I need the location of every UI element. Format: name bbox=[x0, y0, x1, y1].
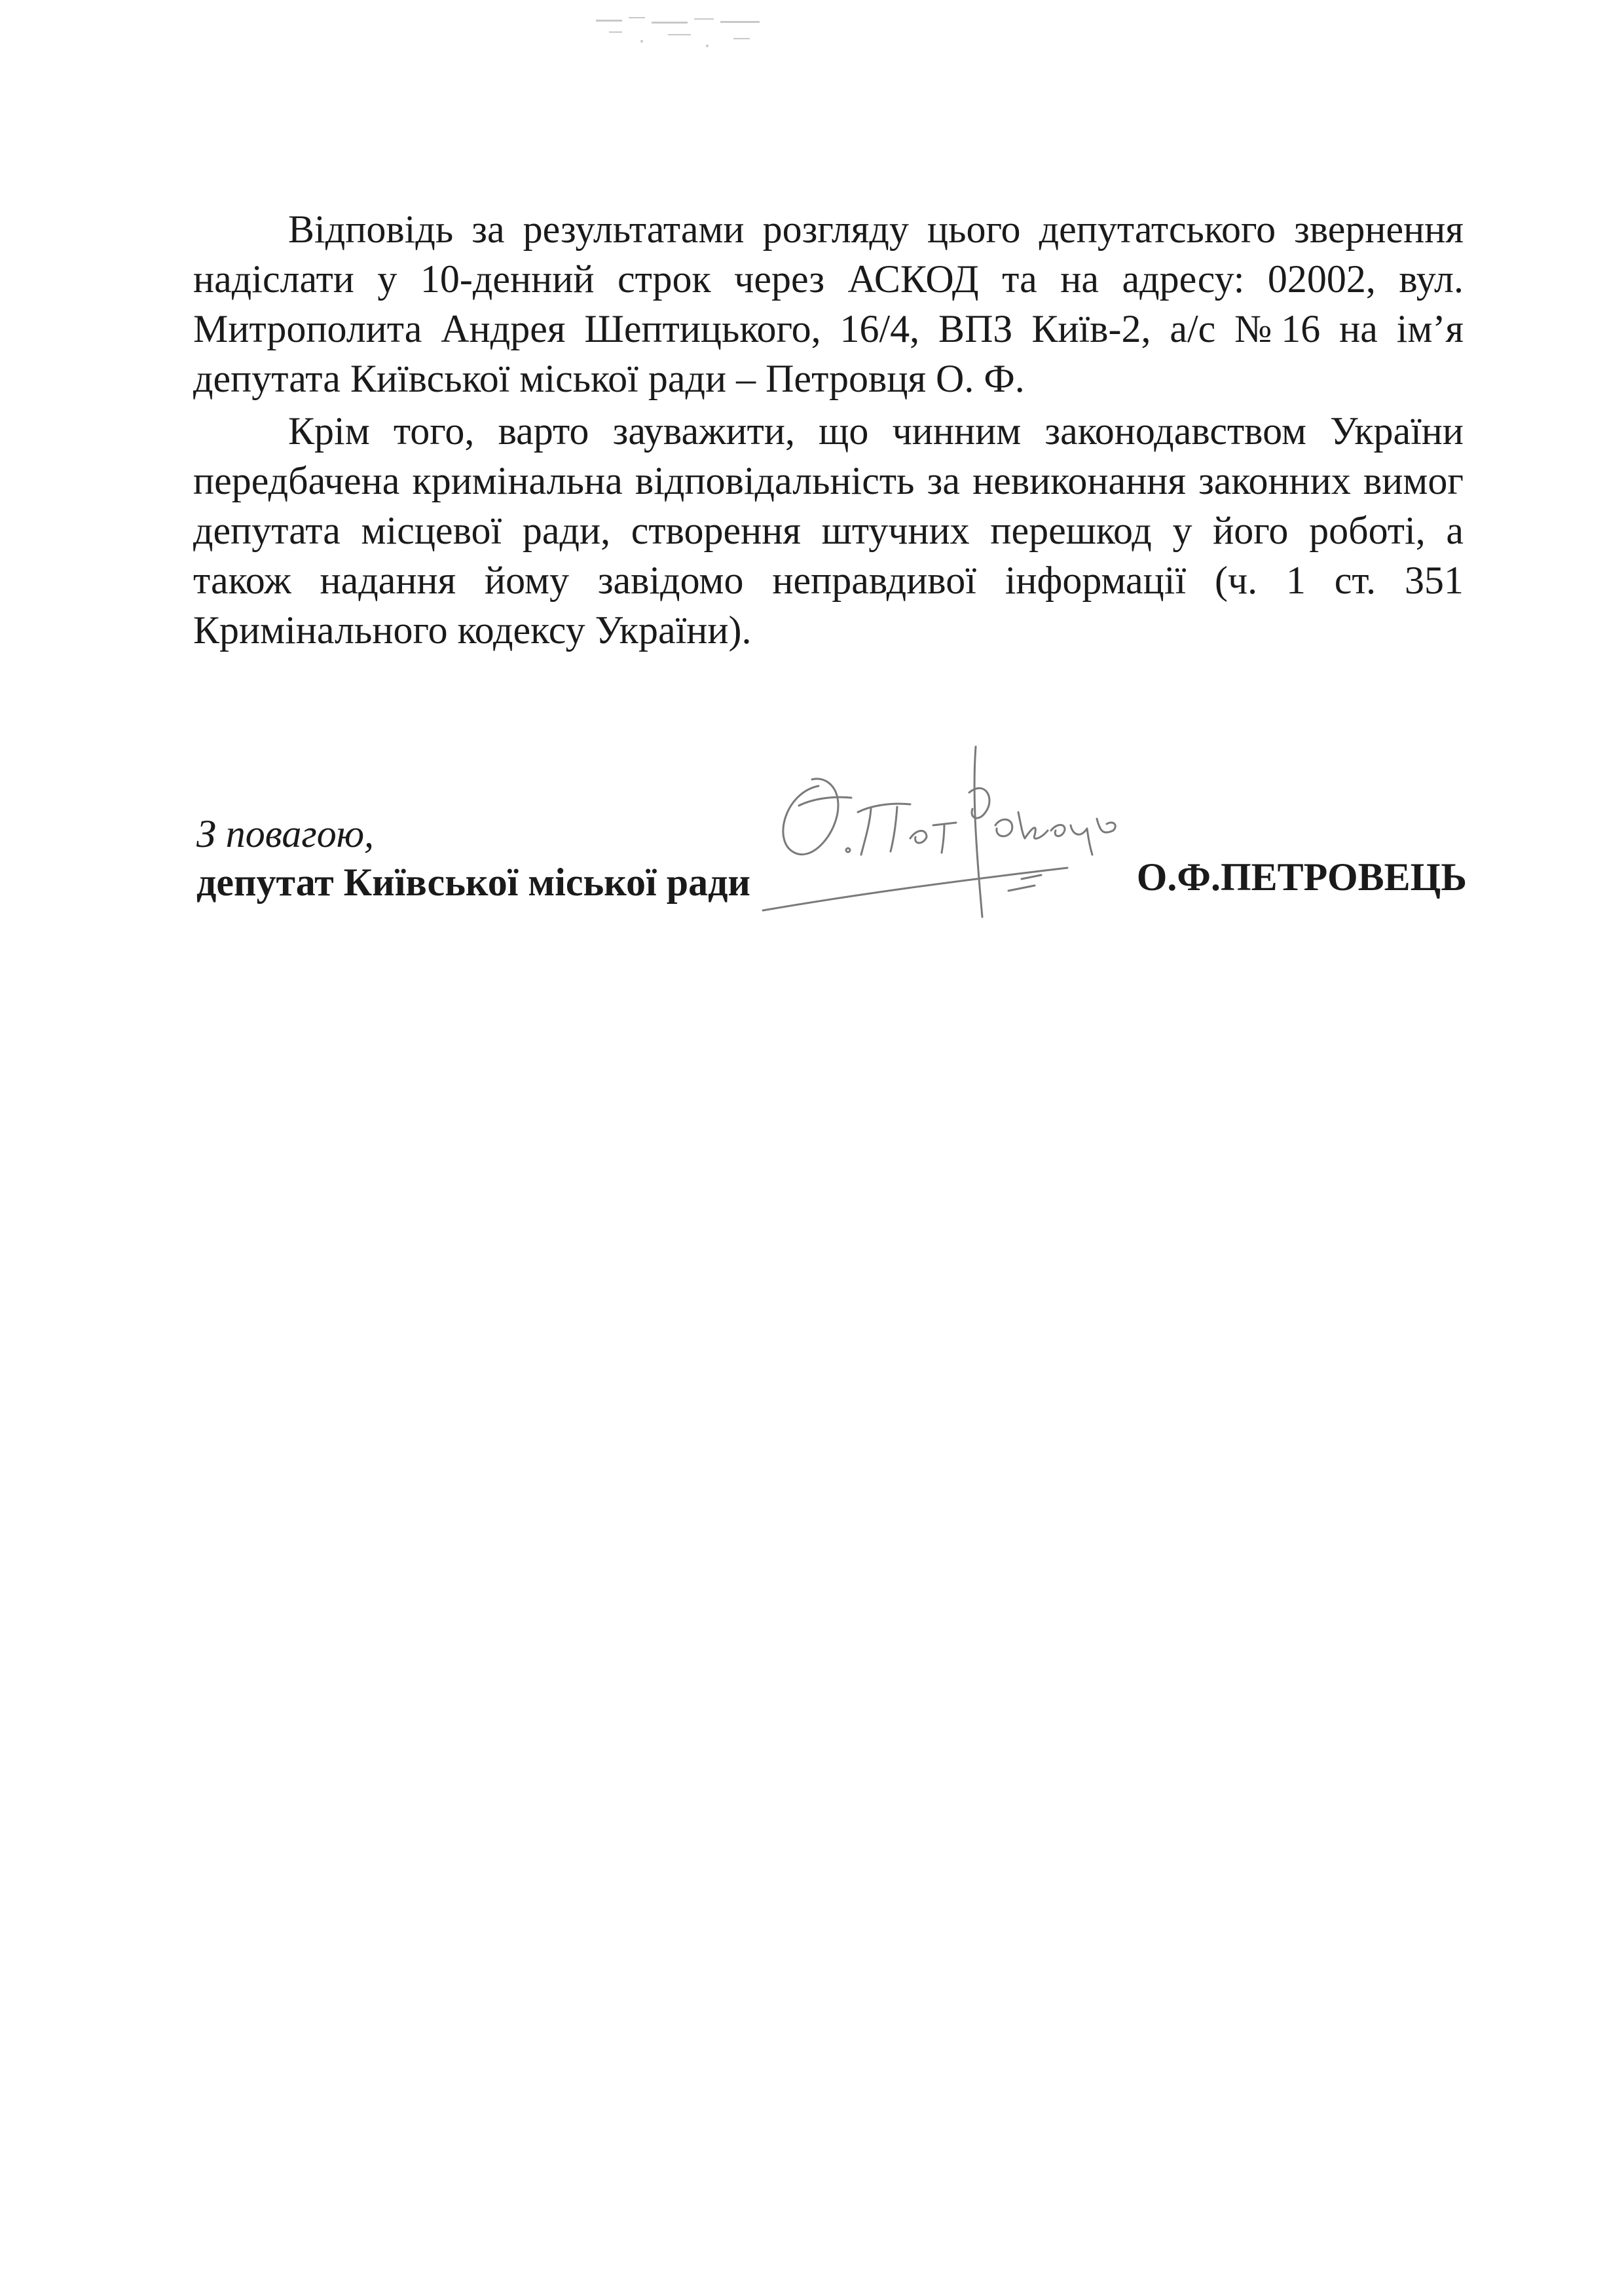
scan-artifact bbox=[589, 12, 786, 58]
paragraph-legal-notice: Крім того, варто зауважити, що чинним законодавством України передбачена кримінальна відповідальність за невиконання законних вимог депутата місцевої ради, створення штучних перешкод у його роботі, а також надання йому завідомо неправдивої інформації (ч. 1 ст. 351 Кримінального кодексу України). bbox=[193, 409, 1464, 652]
closing-greeting: З повагою, bbox=[196, 812, 375, 855]
paragraph-response-address: Відповідь за результатами розгляду цього депутатського звернення надіслати у 10-денний строк через АСКОД та на адресу: 02002, вул. Митрополита Андрея Шептицького, 16/4, ВПЗ Київ-2, а/с №16 на ім’я депутата Київської міської ради – Петровця О. Ф. bbox=[193, 208, 1464, 400]
handwritten-signature bbox=[760, 714, 1153, 930]
closing-block bbox=[196, 810, 750, 906]
signer-name: О.Ф.ПЕТРОВЕЦЬ bbox=[1136, 855, 1467, 899]
signer-position: депутат Київської міської ради bbox=[196, 861, 751, 904]
letter-body bbox=[193, 204, 1464, 658]
